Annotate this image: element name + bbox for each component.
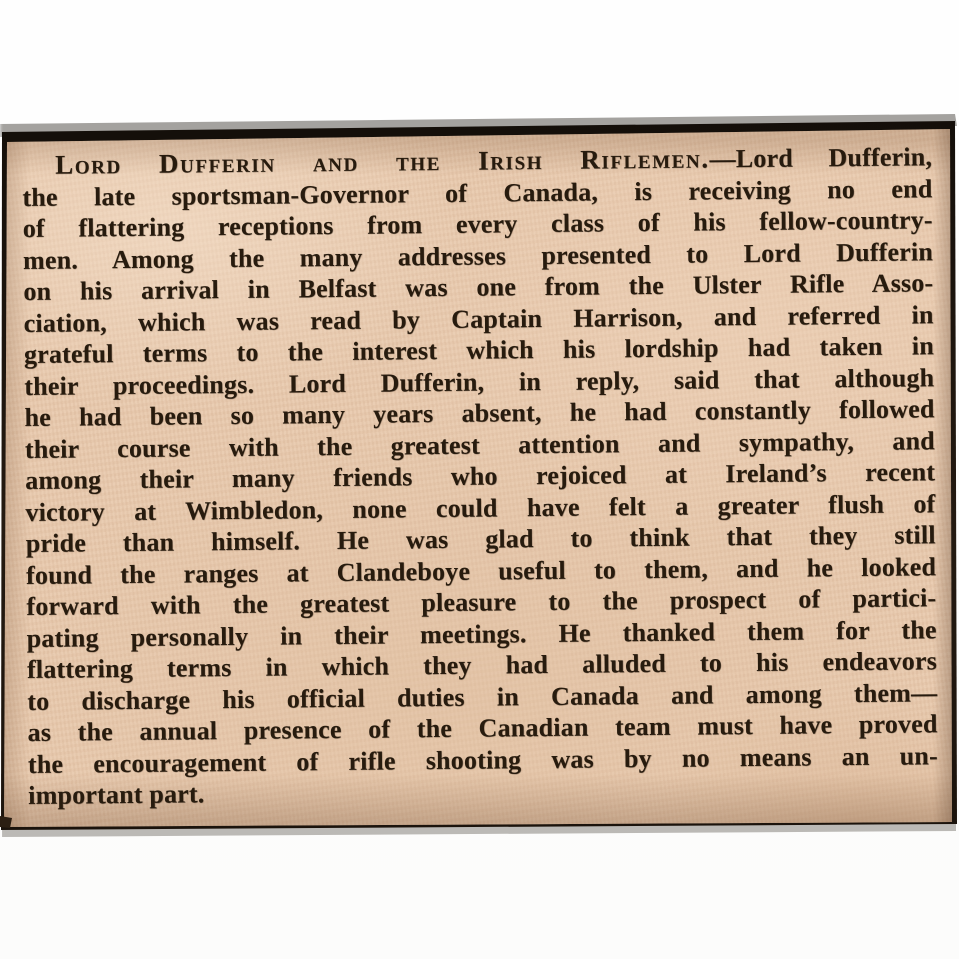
text-line: on his arrival in Belfast was one from the Ulster Rifle Asso-	[23, 268, 934, 306]
text-line: found the ranges at Clandeboye useful to them, and he looked	[25, 551, 937, 590]
text-line: forward with the greatest pleasure to the prospect of partici-	[26, 583, 937, 621]
text-line: to discharge his official duties in Canada and among them—	[27, 677, 938, 716]
text-line: the encouragement of rifle shooting was by no means an un-	[27, 740, 938, 779]
text-line: of flattering receptions from every class of his fellow-country-	[22, 205, 933, 243]
text-line: victory at Wimbledon, none could have felt a greater flush of	[25, 488, 936, 527]
headline-smallcaps: Lord Dufferin and the Irish Riflemen.	[54, 143, 710, 180]
text-line: important part.	[28, 779, 205, 810]
text-line: flattering terms in which they had alluded to his endeavors	[26, 646, 938, 684]
text-line: their course with the greatest attention and sympathy, and	[24, 425, 935, 464]
text-line: ciation, which was read by Captain Harrison, and referred in	[23, 299, 934, 338]
text-line: pating personally in their meetings. He thanked them for the	[26, 614, 937, 653]
text-line: their proceedings. Lord Dufferin, in reply, said that although	[24, 362, 935, 401]
text-line: as the annual presence of the Canadian team must have proved	[27, 709, 938, 747]
article-text	[22, 141, 938, 811]
text-line: pride than himself. He was glad to think that they still	[25, 520, 936, 558]
headline-tail: —Lord Dufferin,	[709, 142, 933, 174]
text-line: men. Among the many addresses presented to Lord Dufferin	[22, 236, 934, 275]
text-line: the late sportsman-Governor of Canada, is receiving no end	[22, 173, 933, 212]
text-line: grateful terms to the interest which his lordship had taken in	[23, 331, 935, 369]
text-line: he had been so many years absent, he had constantly followed	[24, 394, 935, 432]
text-line: among their many friends who rejoiced at Ireland’s recent	[25, 457, 936, 495]
